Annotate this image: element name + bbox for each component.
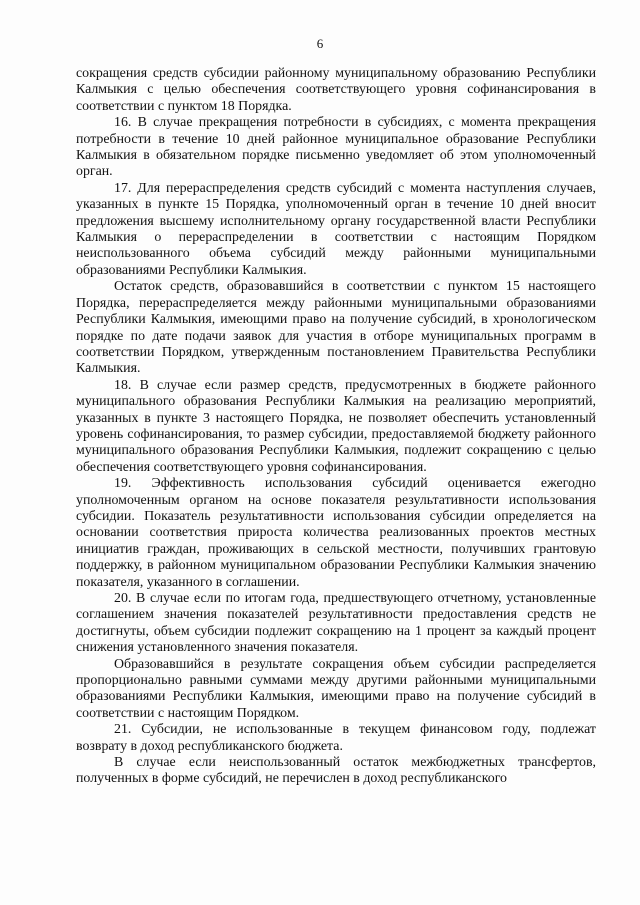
paragraph-20: 20. В случае если по итогам года, предшествующего отчетному, установленные соглашением значения показателей результативности предоставления средств не достигнуты, объем субсидии подлежит сокращению на 1 процент за каждый процент снижения установленного значения показателя. [76,591,596,656]
document-body [76,66,596,788]
paragraph-19: 19. Эффективность использования субсидий оценивается ежегодно уполномоченным органом на основе показателя результативности использования субсидии. Показатель результативности использования субсидии определяется на основании соответствия прироста количества реализованных проектов местных инициатив граждан, проживающих в сельской местности, получивших грантовую поддержку, в районном муниципальном образовании Республики Калмыкия значению показателя, указанного в соглашении. [76,476,596,590]
paragraph-20-distribution: Образовавшийся в результате сокращения объем субсидии распределяется пропорционально равными суммами между другими районными муниципальными образованиями Республики Калмыкия, имеющими право на получение субсидий в соответствии с настоящим Порядком. [76,656,596,721]
page-number: 6 [316,36,324,51]
paragraph-16: 16. В случае прекращения потребности в субсидиях, с момента прекращения потребности в течение 10 дней районное муниципальное образование Республики Калмыкия в обязательном порядке письменно уведомляет об этом уполномоченный орган. [76,115,596,180]
paragraph-17: 17. Для перераспределения средств субсидий с момента наступления случаев, указанных в пункте 15 Порядка, уполномоченный орган в течение 10 дней вносит предложения высшему исполнительному органу государственной власти Республики Калмыкия о перераспределении в соответствии с настоящим Порядком неиспользованного объема субсидий между районными муниципальными образованиями Республики Калмыкия. [76,180,596,278]
paragraph-continuation: сокращения средств субсидии районному муниципальному образованию Республики Калмыкия с целью обеспечения соответствующего уровня софинансирования в соответствии с пунктом 18 Порядка. [76,66,596,114]
paragraph-21: 21. Субсидии, не использованные в текущем финансовом году, подлежат возврату в доход республиканского бюджета. [76,722,596,754]
paragraph-17-remainder: Остаток средств, образовавшийся в соответствии с пунктом 15 настоящего Порядка, перераспределяется между районными муниципальными образованиями Республики Калмыкия, имеющими право на получение субсидий, в хронологическом порядке по дате подачи заявок для участия в отборе муниципальных программ в соответствии Порядком, утвержденным постановлением Правительства Республики Калмыкия. [76,279,596,377]
paragraph-21-remainder: В случае если неиспользованный остаток межбюджетных трансфертов, полученных в форме субсидий, не перечислен в доход республиканского [76,755,596,787]
paragraph-18: 18. В случае если размер средств, предусмотренных в бюджете районного муниципального образования Республики Калмыкия на реализацию мероприятий, указанных в пункте 3 настоящего Порядка, не позволяет обеспечить установленный уровень софинансирования, то размер субсидии, предоставляемой бюджету районного муниципального образования Республики Калмыкия, подлежит сокращению с целью обеспечения соответствующего уровня софинансирования. [76,377,596,475]
